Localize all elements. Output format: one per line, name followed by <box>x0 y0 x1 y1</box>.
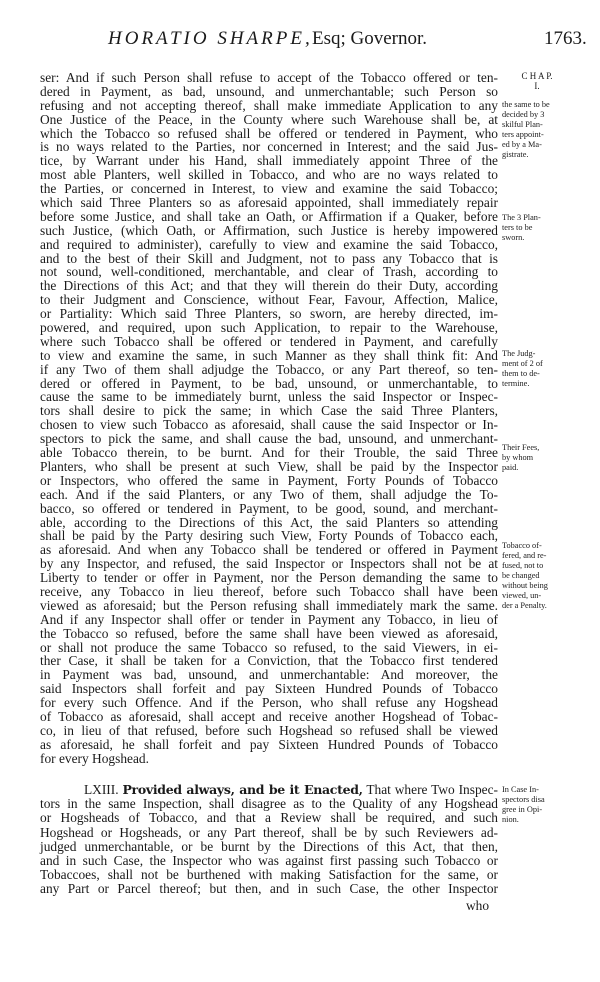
text-line: ser: And if such Person shall refuse to accept of the Tobacco offered or ten- <box>40 70 498 85</box>
text-line: chosen to view such Tobacco as aforesaid, shall cause the said Inspector or In- <box>40 417 498 433</box>
margin-note <box>502 443 568 473</box>
margin-note-line: der a Penalty. <box>502 601 547 610</box>
text-line: Tobaccoes, shall not be burthened with making Satisfaction for the same, or <box>40 867 498 883</box>
margin-note-line: nion. <box>502 815 519 824</box>
text-line: viewed as aforesaid; but the Person refusing shall immediately mark the same. <box>40 597 498 613</box>
margin-note-line: decided by 3 <box>502 110 545 119</box>
section-first-line <box>40 783 498 797</box>
margin-note-line: paid. <box>502 463 519 472</box>
text-line: the Tobacco so refused, before the same shall have been viewed as aforesaid, <box>40 625 498 641</box>
margin-note-line: Their Fees, <box>502 443 540 452</box>
text-line: One Justice of the Peace, in the County where such Warehouse shall be, at <box>40 111 498 127</box>
text-line: most able Planters, well skilled in Tobacco, and who are no ways related to <box>40 167 498 183</box>
text-line: in Payment was bad, unsound, and unmerchantable: And moreover, the <box>40 667 498 683</box>
margin-note <box>502 785 568 825</box>
text-line: not sound, well-conditioned, merchantable, and clear of Trash, according to <box>40 264 498 280</box>
text-line: bacco, so offered or tendered in Payment, to be good, sound, and merchant- <box>40 500 498 516</box>
section-number: LXIII. <box>84 782 119 797</box>
text-line: refusing and not accepting thereof, shall make immediate Application to any <box>40 97 498 113</box>
margin-note-line: viewed, un- <box>502 591 542 600</box>
text-line: and in such Case, the Inspector who was against first passing such Tobacco or <box>40 852 498 868</box>
enacting-clause: Provided always, and be it Enacted, <box>122 782 363 797</box>
running-title-rest: Esq; Governor. <box>312 28 428 49</box>
text-line: as aforesaid. And when any Tobacco shall be tendered or offered in Payment <box>40 542 498 558</box>
margin-note-line: Tobacco of- <box>502 541 542 550</box>
margin-note-line: sworn. <box>502 233 525 242</box>
text-line: Liberty to tender or offer in Payment, nor the Person demanding the same to <box>40 570 498 586</box>
margin-note-line: gistrate. <box>502 150 529 159</box>
text-line: each. And if the said Planters, or any Two of them, shall adjudge the To- <box>40 486 498 502</box>
margin-note-line: The Judg- <box>502 349 536 358</box>
text-line: judged unmerchantable, or be burnt by the Directions of this Act, that then, <box>40 838 498 854</box>
margin-note-line: I. <box>534 81 540 91</box>
margin-note <box>512 71 562 91</box>
text-line: shall be paid by the Party desiring such View, Forty Pounds of Tobacco each, <box>40 528 498 544</box>
margin-note <box>502 213 568 243</box>
margin-note-line: ters appoint- <box>502 130 544 139</box>
text-line: for every such Offence. And if the Person, who shall refuse any Hogshead <box>40 695 498 711</box>
text-line: such Justice, (which Oath, or Affirmation, such Justice is hereby impowered <box>40 222 498 238</box>
margin-note-line: In Case In- <box>502 785 539 794</box>
margin-note-line: termine. <box>502 379 530 388</box>
text-line: to their Judgment and Conscience, without Fear, Favour, Affection, Malice, <box>40 292 498 308</box>
text-line: receive, any Tobacco in lieu thereof, before such Tobacco shall have been <box>40 583 498 599</box>
margin-note <box>502 541 568 611</box>
margin-note <box>502 100 568 160</box>
text-line: any Part or Parcel thereof; but then, and in such Case, the other Inspector <box>40 881 498 897</box>
text-line: powered, and required, upon such Application, to repair to the Warehouse, <box>40 320 498 336</box>
catchword: who <box>466 898 490 913</box>
margin-note-line: skilful Plan- <box>502 120 543 129</box>
text-line: the Directions of this Act; and that they will therein do their Duty, according <box>40 278 498 294</box>
text-line: or Hogsheads of Tobacco, and that a Review shall be required, and such <box>40 810 498 826</box>
text-line: by any Inspector, and refused, the said Inspector or Inspectors shall not be at <box>40 556 498 572</box>
text-line: and required to administer), carefully to view and examine the said Tobacco, <box>40 236 498 252</box>
text-line: Hogshead or Hogsheads, or any Part thereof, shall be by such Reviewers ad- <box>40 824 498 840</box>
text-line: cause the same to be immediately burnt, unless the said Inspector or Inspec- <box>40 389 498 405</box>
text-line: to view and examine the same, in such Manner as they shall think fit: And <box>40 347 498 363</box>
margin-note-line: C H A P. <box>521 71 553 81</box>
page-year: 1763. <box>544 28 587 49</box>
text-line: said Inspectors shall forfeit and pay Sixteen Hundred Pounds of Tobacco <box>40 681 498 697</box>
text-line: tors in the same Inspection, shall disagree as to the Quality of any Hogshead <box>40 796 498 812</box>
text-line: able, according to the Directions of this Act, the said Planters so attending <box>40 514 498 530</box>
margin-note-line: gree in Opi- <box>502 805 543 814</box>
text-line: dered in Payment, as bad, unsound, and unmerchantable; such Person so <box>40 83 498 99</box>
margin-note-line: without being <box>502 581 548 590</box>
text-line: tice, by Warrant under his Hand, shall immediately appoint Three of the <box>40 153 498 169</box>
text-line: tors shall desire to pick the same; in which Case the said Three Planters, <box>40 403 498 419</box>
margin-note-line: fused, not to <box>502 561 544 570</box>
margin-note-line: by whom <box>502 453 534 462</box>
text-line: Planters, who shall be present at such View, shall be paid by the Inspector <box>40 458 498 474</box>
margin-note-line: ed by a Ma- <box>502 140 542 149</box>
text-line: or Inspectors, who offered the same in Payment, Forty Pounds of Tobacco <box>40 472 498 488</box>
text-line: which the Tobacco so refused shall be offered or tendered in Payment, who <box>40 125 498 141</box>
text-line: if any Two of them shall adjudge the Tobacco, or any Part thereof, so ten- <box>40 361 498 377</box>
text-line: as aforesaid, he shall forfeit and pay Sixteen Hundred Pounds of Tobacco <box>40 736 498 752</box>
text-line: That where Two Inspec- <box>366 782 498 797</box>
text-line: the Parties, or concerned in Interest, to view and examine the said Tobacco; <box>40 181 498 197</box>
paragraph-continued <box>40 71 498 766</box>
section-lxiii <box>40 783 498 897</box>
running-title: HORATIO SHARPE, <box>108 28 313 49</box>
text-line: And if any Inspector shall offer or tender in Payment any Tobacco, in lieu of <box>40 611 498 627</box>
margin-note-line: be changed <box>502 571 540 580</box>
text-line: where such Tobacco shall be offered or tendered in Payment, and carefully <box>40 333 498 349</box>
margin-note-line: spectors disa <box>502 795 545 804</box>
text-line: or Partiality: Which said Three Planters, so sworn, are hereby directed, im- <box>40 306 498 322</box>
text-line: able Tobacco therein, to be burnt. And for their Trouble, the said Three <box>40 445 498 461</box>
text-line: spectors to pick the same, and shall cause the bad, unsound, and unmerchant- <box>40 431 498 447</box>
margin-note-line: ment of 2 of <box>502 359 543 368</box>
margin-note-line: fered, and re- <box>502 551 547 560</box>
text-line: and to the best of their Skill and Judgment, not to pass any Tobacco that is <box>40 250 498 266</box>
text-line: is no ways related to the Parties, nor concerned in Interest; and the said Jus- <box>40 139 498 155</box>
margin-note <box>502 349 568 389</box>
margin-note-line: them to de- <box>502 369 540 378</box>
margin-note-line: The 3 Plan- <box>502 213 541 222</box>
text-line: dered or offered in Payment, to be bad, unsound, or unmerchantable, to <box>40 375 498 391</box>
text-line: before some Justice, and shall take an Oath, or Affirmation if a Quaker, before <box>40 208 498 224</box>
margin-note-line: the same to be <box>502 100 550 109</box>
margin-note-line: ters to be <box>502 223 533 232</box>
text-line: ther Case, it shall be taken for a Conviction, that the Tobacco first tendered <box>40 653 498 669</box>
text-line: or shall not produce the same Tobacco so refused, to the said Viewers, in ei- <box>40 639 498 655</box>
text-line: co, in lieu of that refused, before such Hogshead so refused shall be viewed <box>40 722 498 738</box>
text-line: which said Three Planters so as aforesaid appointed, shall immediately repair <box>40 195 498 211</box>
text-line: of Tobacco as aforesaid, shall accept and receive another Hogshead of Tobac- <box>40 708 498 724</box>
text-line: for every Hogshead. <box>40 750 149 766</box>
